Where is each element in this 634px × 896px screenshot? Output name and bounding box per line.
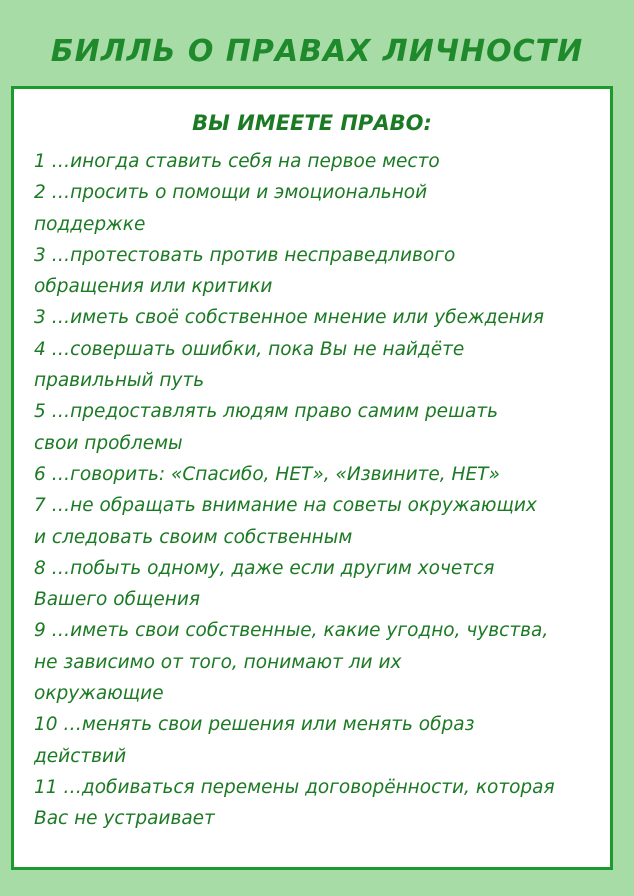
rights-list-item (34, 396, 604, 459)
rights-list (34, 146, 604, 835)
rights-list-item (34, 553, 604, 616)
rights-list-item (34, 240, 604, 303)
rights-item-line: 3 …иметь своё собственное мнение или убеждения (34, 307, 545, 329)
rights-item-line: 11 …добиваться перемены договорённости, которая (34, 776, 555, 798)
rights-item-line: 5 …предоставлять людям право самим решать (34, 401, 499, 423)
rights-item-line: Вас не устраивает (34, 808, 215, 830)
rights-item-line: 4 …совершать ошибки, пока Вы не найдёте (34, 338, 465, 360)
rights-item-line: окружающие (34, 683, 164, 705)
rights-item-line: 1 …иногда ставить себя на первое место (34, 151, 440, 172)
rights-item-line: правильный путь (34, 370, 205, 392)
rights-item-line: 2 …просить о помощи и эмоциональной (34, 182, 428, 204)
rights-item-line: 6 …говорить: «Спасибо, НЕТ», «Извините, НЕТ» (34, 463, 500, 485)
rights-item-line: Вашего общения (34, 589, 201, 611)
rights-item-line: и следовать своим собственным (34, 526, 353, 548)
poster-title: БИЛЛЬ О ПРАВАХ ЛИЧНОСТИ (50, 34, 584, 69)
rights-heading: ВЫ ИМЕЕТЕ ПРАВО: (192, 111, 432, 135)
rights-list-item (34, 334, 604, 397)
rights-list-item (34, 615, 604, 709)
rights-list-item (34, 302, 604, 333)
rights-item-line: поддержке (34, 213, 146, 235)
rights-item-line: действий (34, 745, 127, 767)
rights-panel (11, 86, 613, 870)
rights-list-item (34, 490, 604, 553)
rights-list-item (34, 146, 604, 177)
rights-item-line: 10 …менять свои решения или менять образ (34, 714, 475, 736)
rights-list-item (34, 709, 604, 772)
rights-item-line: 8 …побыть одному, даже если другим хочется (34, 557, 495, 579)
rights-item-line: свои проблемы (34, 432, 183, 454)
rights-item-line: обращения или критики (34, 276, 273, 298)
rights-list-item (34, 177, 604, 240)
rights-item-line: 3 …протестовать против несправедливого (34, 244, 456, 266)
rights-item-line: 9 …иметь свои собственные, какие угодно, чувства, (34, 620, 549, 642)
rights-list-item (34, 459, 604, 490)
rights-list-item (34, 772, 604, 835)
rights-item-line: 7 …не обращать внимание на советы окружающих (34, 495, 537, 517)
rights-item-line: не зависимо от того, понимают ли их (34, 651, 402, 673)
